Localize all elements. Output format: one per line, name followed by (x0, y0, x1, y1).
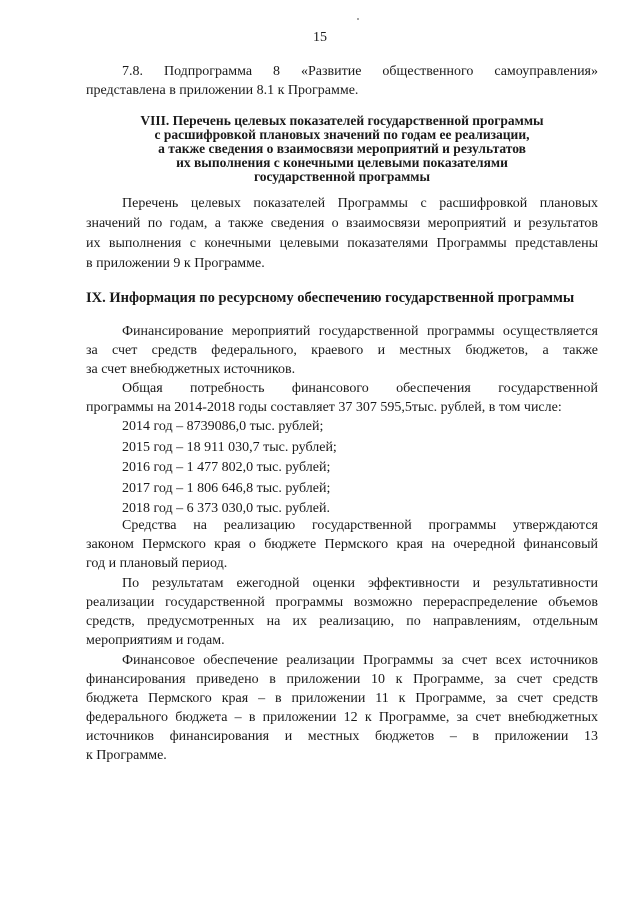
section-8-heading-line: с расшифровкой плановых значений по годам ее реализации, (154, 127, 530, 142)
section-9-paragraph-1 (86, 322, 598, 379)
section-8-heading-line: VIII. Перечень целевых показателей государственной программы (140, 113, 544, 128)
paragraph-line: значений по годам, а также сведения о взаимосвязи мероприятий и результатов (86, 216, 598, 231)
paragraph-line: По результатам ежегодной оценки эффективности и результативности (122, 576, 598, 591)
item-7-8-line: представлена в приложении 8.1 к Программе. (86, 83, 359, 98)
section-8-heading-line: государственной программы (253, 169, 431, 184)
funding-year-item: 2016 год – 1 477 802,0 тыс. рублей; (122, 460, 331, 475)
section-8-heading-line: а также сведения о взаимосвязи мероприятий и результатов (158, 141, 526, 156)
paragraph-line: за счет внебюджетных источников. (86, 362, 296, 377)
paragraph-line: бюджета Пермского края – в приложении 11 к Программе, за счет средств (86, 691, 598, 706)
paragraph-line: мероприятиям и годам. (86, 633, 225, 648)
paragraph-line: средств, предусмотренных на их реализацию, по направлениям, отдельным (86, 614, 598, 629)
paragraph-line: к Программе. (86, 748, 167, 763)
paragraph-line: за счет средств федерального, краевого и местных бюджетов, а также (86, 343, 598, 358)
funding-by-year-list (122, 417, 522, 520)
paragraph-line: законом Пермского края о бюджете Пермского края на очередной финансовый (86, 537, 598, 552)
paragraph-line: Средства на реализацию государственной программы утверждаются (122, 518, 598, 533)
paragraph-line: финансирования приведено в приложении 10 к Программе, за счет средств (86, 672, 598, 687)
scan-speck (357, 18, 359, 20)
page-number: 15 (313, 30, 327, 45)
funding-year-item: 2015 год – 18 911 030,7 тыс. рублей; (122, 439, 337, 455)
section-9-paragraph-3 (86, 516, 598, 573)
paragraph-line: Общая потребность финансового обеспечения государственной (122, 381, 598, 396)
section-9-paragraph-5 (86, 651, 598, 765)
paragraph-line: реализации государственной программы возможно перераспределение объемов (86, 595, 598, 610)
section-8-paragraph (86, 194, 598, 274)
paragraph-line: их выполнения с конечными целевыми показателями Программы представлены (86, 236, 598, 251)
section-9-paragraph-4 (86, 574, 598, 650)
paragraph-line: источников финансирования и местных бюджетов – в приложении 13 (86, 729, 598, 744)
section-9-paragraph-2 (86, 379, 598, 417)
paragraph-line: Финансовое обеспечение реализации Программы за счет всех источников (122, 653, 598, 668)
funding-year-item: 2017 год – 1 806 646,8 тыс. рублей; (122, 480, 331, 496)
funding-year-item: 2018 год – 6 373 030,0 тыс. рублей. (122, 501, 330, 516)
paragraph-line: Финансирование мероприятий государственной программы осуществляется (122, 324, 598, 339)
item-7-8 (86, 62, 598, 100)
paragraph-line: программы на 2014-2018 годы составляет 37 307 595,5тыс. рублей, в том числе: (86, 400, 562, 415)
paragraph-line: Перечень целевых показателей Программы с расшифровкой плановых (122, 196, 598, 211)
section-8-heading-line: их выполнения с конечными целевыми показателями (176, 155, 508, 170)
paragraph-line: в приложении 9 к Программе. (86, 256, 265, 271)
section-9-heading: IX. Информация по ресурсному обеспечению государственной программы (86, 290, 575, 306)
paragraph-line: год и плановый период. (86, 556, 228, 571)
item-7-8-line: 7.8. Подпрограмма 8 «Развитие общественного самоуправления» (122, 64, 598, 79)
paragraph-line: федерального бюджета – в приложении 12 к Программе, за счет внебюджетных (86, 710, 598, 725)
funding-year-item: 2014 год – 8739086,0 тыс. рублей; (122, 419, 324, 434)
section-8-heading (86, 114, 598, 184)
